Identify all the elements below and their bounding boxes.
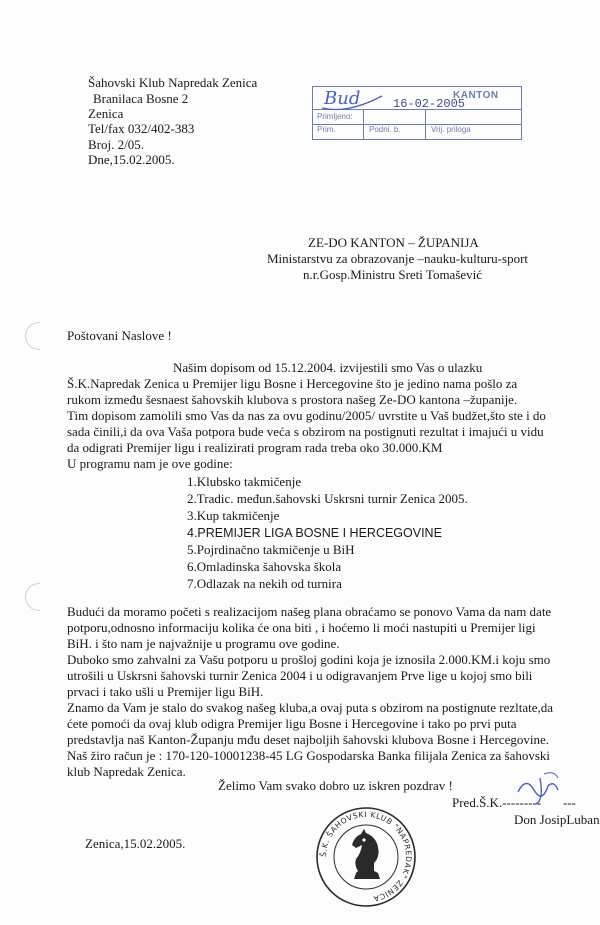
body-line: Duboko smo zahvalni za Vašu potporu u prošloj godini koja je iznosila 2.000.KM.i koju smo — [67, 652, 551, 667]
body-line: Tim dopisom zamolili smo Vas da nas za ovu godinu/2005/ uvrstite u Vaš budžet,što ste i do — [67, 408, 546, 423]
chess-knight-icon — [352, 829, 380, 879]
stamp-unit-3: Vrij. priloga — [431, 125, 471, 134]
recipient-line-1: ZE-DO KANTON – ŽUPANIJA — [308, 235, 479, 250]
sender-street: Branilaca Bosne 2 — [93, 91, 189, 106]
punch-hole-bottom — [25, 583, 40, 611]
seal-text: Š.K. ŠAHOVSKI KLUB "NAPREDAK" ZENICA — [318, 809, 414, 904]
handwriting-text: Bud — [324, 88, 361, 109]
stamp-unit-1: Prim. — [317, 125, 336, 134]
program-item: 4.PREMIJER LIGA BOSNE I HERCEGOVINE — [187, 526, 442, 540]
program-item: 2.Tradic. međun.šahovski Uskrsni turnir Zenica 2005. — [187, 491, 468, 506]
closing-line: Želimo Vam svako dobro uz iskren pozdrav ! — [218, 778, 453, 793]
body-line: Našim dopisom od 15.12.2004. izvijestili smo Vas o ulazku — [173, 360, 483, 375]
body-line: Budući da moramo početi s realizacijom našeg plana obraćamo se ponovo Vama da nam date — [67, 604, 552, 619]
body-line: Naš žiro račun je : 170-120-10001238-45 LG Gospodarska Banka filijala Zenica za šahovski — [67, 748, 551, 763]
program-item: 3.Kup takmičenje — [187, 508, 280, 523]
recipient-line-2: Ministarstvu za obrazovanje –nauku-kulturu-sport — [267, 251, 529, 266]
stamp-received-label: Primljeno: — [317, 112, 353, 121]
program-item: 7.Odlazak na nekih od turnira — [187, 576, 342, 591]
program-item: 5.Pojrdinačno takmičenje u BiH — [187, 542, 355, 557]
body-line: prvaci i tako ušli u Premijer ligu BiH. — [67, 684, 264, 699]
signature-title-text: Pred.Š.K. — [452, 795, 503, 810]
sender-name: Šahovski Klub Napredak Zenica — [88, 75, 258, 90]
body-line: da odigrati Premijer ligu i realizirati program rada treba oko 30.000.KM — [67, 440, 443, 455]
salutation: Poštovani Naslove ! — [67, 328, 172, 343]
body-line: rukom između šesnaest šahovskih klubova s prostora našeg Ze-DO kantona –županije. — [67, 392, 518, 407]
body-line: ćete pomoći da ovaj klub odigra Premijer ligu Bosne i Hercegovine i tako po prvi puta — [67, 716, 517, 731]
sender-date: Dne,15.02.2005. — [88, 152, 175, 167]
program-item: 6.Omladinska šahovska škola — [187, 559, 342, 574]
sender-phone: Tel/fax 032/402-383 — [88, 121, 195, 136]
footer-date: Zenica,15.02.2005. — [85, 836, 186, 851]
handwritten-signature — [514, 772, 564, 806]
body-line: sada činili,i da ova Vaša potpora bude veća s obzirom na postignuti rezultat i imajući u vidu — [67, 424, 544, 439]
stamp-date: 16-02-2005 — [393, 97, 466, 111]
body-line: predstavlja naš Kanton-Županju mđu deset najboljih šahovski klubova Bosne i Hercegovine. — [67, 732, 549, 747]
reference-number: Broj. 2/05. — [88, 137, 144, 152]
sender-city: Zenica — [88, 106, 124, 121]
body-line: U programu nam je ove godine: — [67, 456, 233, 471]
recipient-line-3: n.r.Gosp.Ministru Sreti Tomašević — [303, 267, 483, 282]
signature-dashes-end: --- — [563, 795, 576, 810]
body-line: BiH. i što nam je najvažnije u programu ove godine. — [67, 636, 340, 651]
body-line: Znamo da Vam je stalo do svakog našeg kluba,a ovaj puta s obzirom na postignute rezltate,da — [67, 700, 554, 715]
signature-dashes: --------- — [502, 795, 542, 810]
body-line: Š.K.Napredak Zenica u Premijer ligu Bosne i Hercegovine što je jedino nama pošlo za — [67, 376, 518, 391]
club-seal — [314, 805, 418, 909]
stamp-unit-2: Podni. b. — [369, 125, 401, 134]
body-line: utrošili u Uskrsni šahovski turnir Zenica 2004 i u odigravanjem Prve lige u kojoj smo bili — [67, 668, 533, 683]
stamp-title: KANTON — [453, 90, 499, 101]
program-item: 1.Klubsko takmičenje — [187, 474, 302, 489]
body-line: potporu,odnosno informaciju kolika će ona biti , i hoćemo li moći nastupiti u Premijer ligi — [67, 620, 536, 635]
handwritten-initials — [318, 84, 388, 116]
signatory-name: Don JosipLuban — [514, 812, 600, 827]
body-line: klub Napredak Zenica. — [67, 764, 186, 779]
punch-hole-top — [25, 322, 40, 350]
